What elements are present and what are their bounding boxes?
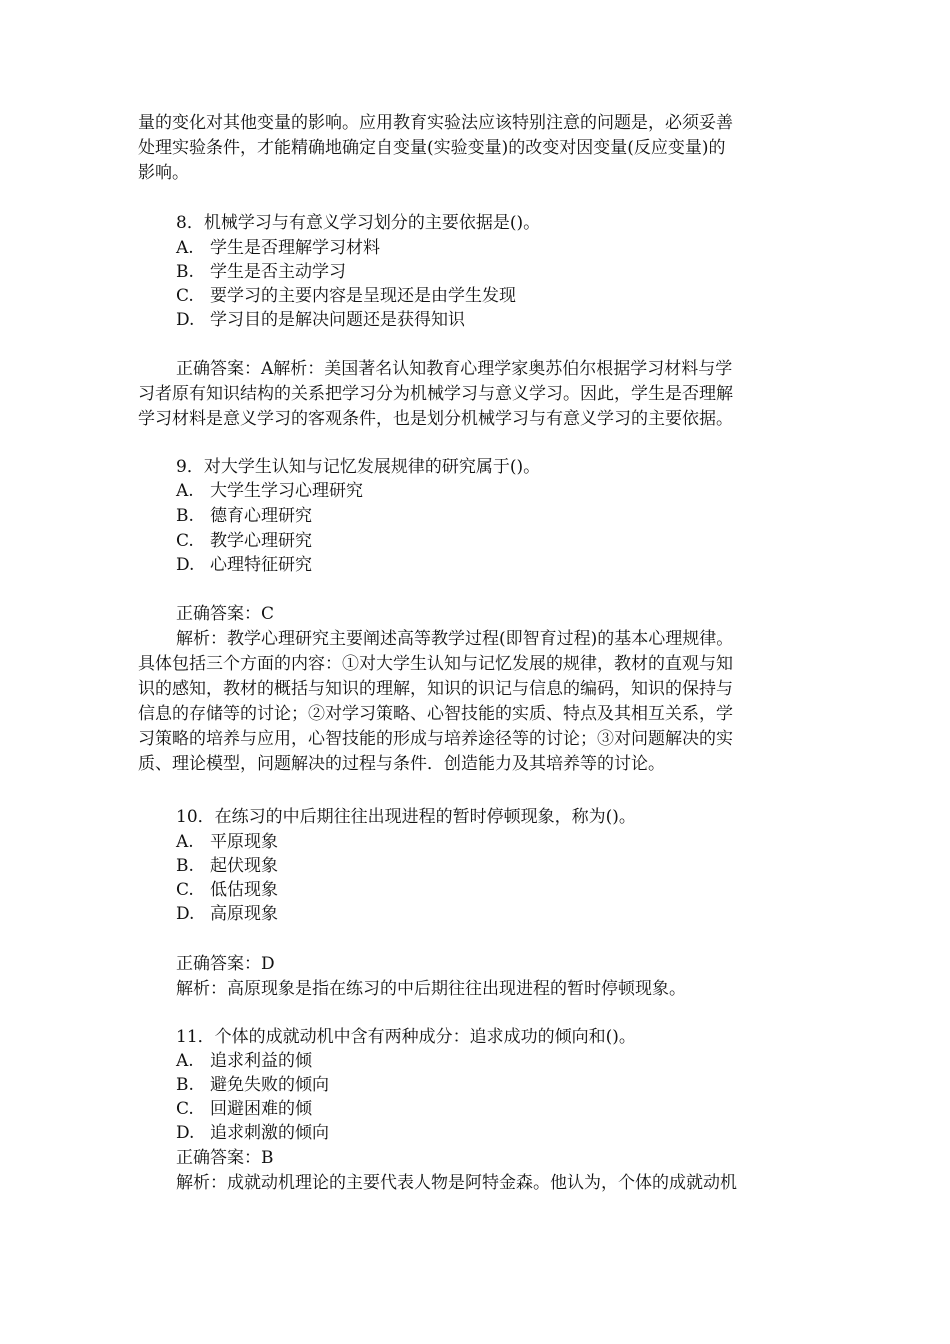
- question-11-stem: 11．个体的成就动机中含有两种成分：追求成功的倾向和()。: [176, 1027, 636, 1047]
- question-10-option-b: B. 起伏现象: [176, 856, 278, 876]
- question-10-option-a: A. 平原现象: [176, 832, 278, 852]
- question-8-answer-line: 习者原有知识结构的关系把学习分为机械学习与意义学习。因此，学生是否理解: [138, 384, 733, 404]
- question-8-answer-line: 学习材料是意义学习的客观条件，也是划分机械学习与有意义学习的主要依据。: [138, 409, 733, 429]
- question-10-stem: 10．在练习的中后期往往出现进程的暂时停顿现象，称为()。: [176, 807, 636, 827]
- question-9-option-c: C. 教学心理研究: [176, 531, 312, 551]
- intro-line: 影响。: [138, 163, 189, 183]
- question-11-analysis: 解析：成就动机理论的主要代表人物是阿特金森。他认为，个体的成就动机: [176, 1173, 737, 1193]
- question-11-option-b: B. 避免失败的倾向: [176, 1075, 329, 1095]
- question-9-analysis-line: 解析：教学心理研究主要阐述高等教学过程(即智育过程)的基本心理规律。: [176, 629, 734, 649]
- question-9-analysis-line: 质、理论模型，问题解决的过程与条件．创造能力及其培养等的讨论。: [138, 754, 665, 774]
- question-10-analysis: 解析：高原现象是指在练习的中后期往往出现进程的暂时停顿现象。: [176, 979, 686, 999]
- question-9-analysis-line: 识的感知，教材的概括与知识的理解，知识的识记与信息的编码，知识的保持与: [138, 679, 733, 699]
- question-9-analysis-line: 习策略的培养与应用，心智技能的形成与培养途径等的讨论；③对问题解决的实: [138, 729, 733, 749]
- question-9-answer: 正确答案：C: [176, 604, 275, 624]
- question-11-option-d: D. 追求刺激的倾向: [176, 1123, 329, 1143]
- question-9-analysis-line: 具体包括三个方面的内容：①对大学生认知与记忆发展的规律，教材的直观与知: [138, 654, 733, 674]
- question-9-analysis-line: 信息的存储等的讨论；②对学习策略、心智技能的实质、特点及其相互关系，学: [138, 704, 733, 724]
- question-8-option-d: D. 学习目的是解决问题还是获得知识: [176, 310, 465, 330]
- question-9-stem: 9．对大学生认知与记忆发展规律的研究属于()。: [176, 457, 541, 477]
- question-9-option-b: B. 德育心理研究: [176, 506, 312, 526]
- question-8-option-c: C. 要学习的主要内容是呈现还是由学生发现: [176, 286, 516, 306]
- question-8-option-b: B. 学生是否主动学习: [176, 262, 346, 282]
- question-10-option-d: D. 高原现象: [176, 904, 278, 924]
- question-8-option-a: A. 学生是否理解学习材料: [176, 238, 380, 258]
- question-11-answer: 正确答案：B: [176, 1148, 274, 1168]
- question-11-option-a: A. 追求利益的倾: [176, 1051, 312, 1071]
- intro-line: 量的变化对其他变量的影响。应用教育实验法应该特别注意的问题是，必须妥善: [138, 113, 733, 133]
- question-9-option-d: D. 心理特征研究: [176, 555, 312, 575]
- question-9-option-a: A. 大学生学习心理研究: [176, 481, 363, 501]
- question-10-answer: 正确答案：D: [176, 954, 275, 974]
- question-11-option-c: C. 回避困难的倾: [176, 1099, 312, 1119]
- intro-line: 处理实验条件，才能精确地确定自变量(实验变量)的改变对因变量(反应变量)的: [138, 138, 726, 158]
- question-10-option-c: C. 低估现象: [176, 880, 278, 900]
- question-8-stem: 8．机械学习与有意义学习划分的主要依据是()。: [176, 213, 541, 233]
- question-8-answer-line: 正确答案：A解析：美国著名认知教育心理学家奥苏伯尔根据学习材料与学: [176, 359, 733, 379]
